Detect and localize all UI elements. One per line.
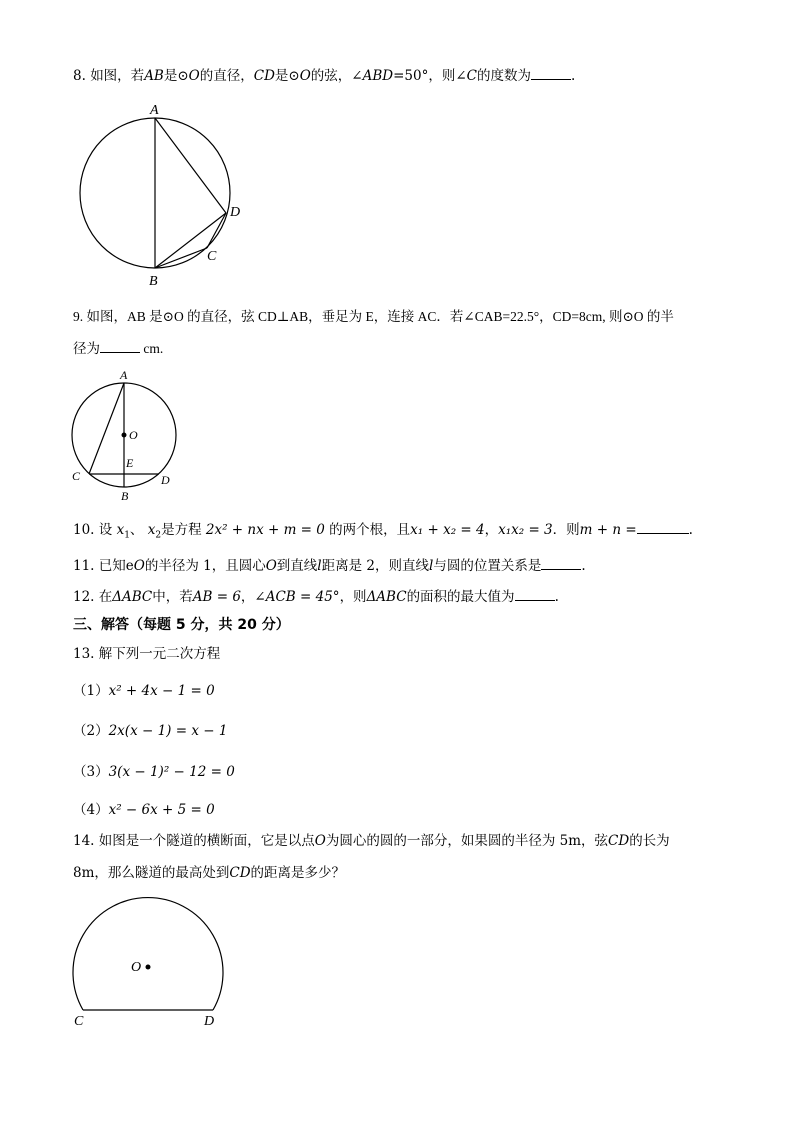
q8-circle-figure: [75, 100, 245, 290]
q13-item-3: （3）3(x − 1)² − 12 = 0: [73, 764, 235, 780]
answer-blank[interactable]: [100, 340, 140, 353]
q9-label-b: B: [121, 489, 129, 503]
q10-equation: 2x² + nx + m = 0: [205, 522, 325, 538]
q9-label-e: E: [126, 456, 134, 470]
q8-label-a: A: [150, 103, 159, 118]
q8-chord-cb: [155, 248, 207, 268]
answer-blank[interactable]: [637, 521, 689, 534]
q10-condition-product: x₁x₂ = 3: [498, 522, 553, 538]
q14-label-c: C: [74, 1014, 84, 1029]
q9-circle-figure: [68, 367, 183, 502]
q14-center-dot: [146, 965, 151, 970]
question-10-text: 10. 设 $x_1$、 $x_2$是方程 2x² + nx + m = 0 的两个根，且x₁ + x₂ = 4，x₁x₂ = 3．则m + n = .: [73, 522, 693, 541]
q13-item-1: （1）x² + 4x − 1 = 0: [73, 683, 215, 699]
q8-label-d: D: [230, 205, 241, 220]
question-9-line-1: 9. 如图，AB 是⊙O 的直径，弦 CD⊥AB，垂足为 E，连接 AC．若∠CAB=22.5°，CD=8cm, 则⊙O 的半: [73, 309, 674, 324]
question-14-line-2: 8m，那么隧道的最高处到CD的距离是多少？: [73, 865, 346, 881]
q8-label-b: B: [149, 274, 158, 289]
q14-label-o: O: [131, 960, 142, 975]
question-14-line-1: 14. 如图是一个隧道的横断面，它是以点O为圆心的圆的一部分，如果圆的半径为 5m，弦CD的长为: [73, 833, 670, 849]
q9-center-dot: [122, 433, 127, 438]
answer-blank[interactable]: [541, 557, 581, 570]
question-9-line-2: 径为 cm.: [73, 341, 164, 356]
question-8-text: 8. 如图，若AB是⊙O的直径，CD是⊙O的弦，∠ABD=50°，则∠C的度数为 .: [73, 68, 576, 84]
q10-condition-sum: x₁ + x₂ = 4: [410, 522, 485, 538]
q9-label-o: O: [129, 428, 138, 442]
q9-label-a: A: [120, 368, 128, 382]
q8-chord-dc: [207, 213, 226, 248]
question-11-text: 11. 已知eO的半径为 1，且圆心O到直线l距离是 2，则直线l与圆的位置关系是 .: [73, 558, 586, 574]
q9-segment-ac: [89, 383, 124, 474]
answer-blank[interactable]: [531, 67, 571, 80]
q14-tunnel-arc: [73, 898, 223, 1010]
question-13-title: 13. 解下列一元二次方程: [73, 646, 221, 662]
q14-label-d: D: [204, 1014, 215, 1029]
question-12-text: 12. 在ΔABC中，若AB = 6，∠ACB = 45°，则ΔABC的面积的最大值为 .: [73, 589, 559, 605]
q13-item-4: （4）x² − 6x + 5 = 0: [73, 802, 215, 818]
q8-label-c: C: [207, 249, 217, 264]
answer-blank[interactable]: [515, 588, 555, 601]
q9-label-d: D: [161, 473, 170, 487]
q14-tunnel-figure: [70, 890, 250, 1030]
section-heading: 三、解答（每题 5 分，共 20 分）: [73, 617, 290, 633]
q8-chord-ad: [155, 118, 226, 213]
q13-item-2: （2）2x(x − 1) = x − 1: [73, 723, 228, 739]
q9-label-c: C: [72, 469, 81, 483]
